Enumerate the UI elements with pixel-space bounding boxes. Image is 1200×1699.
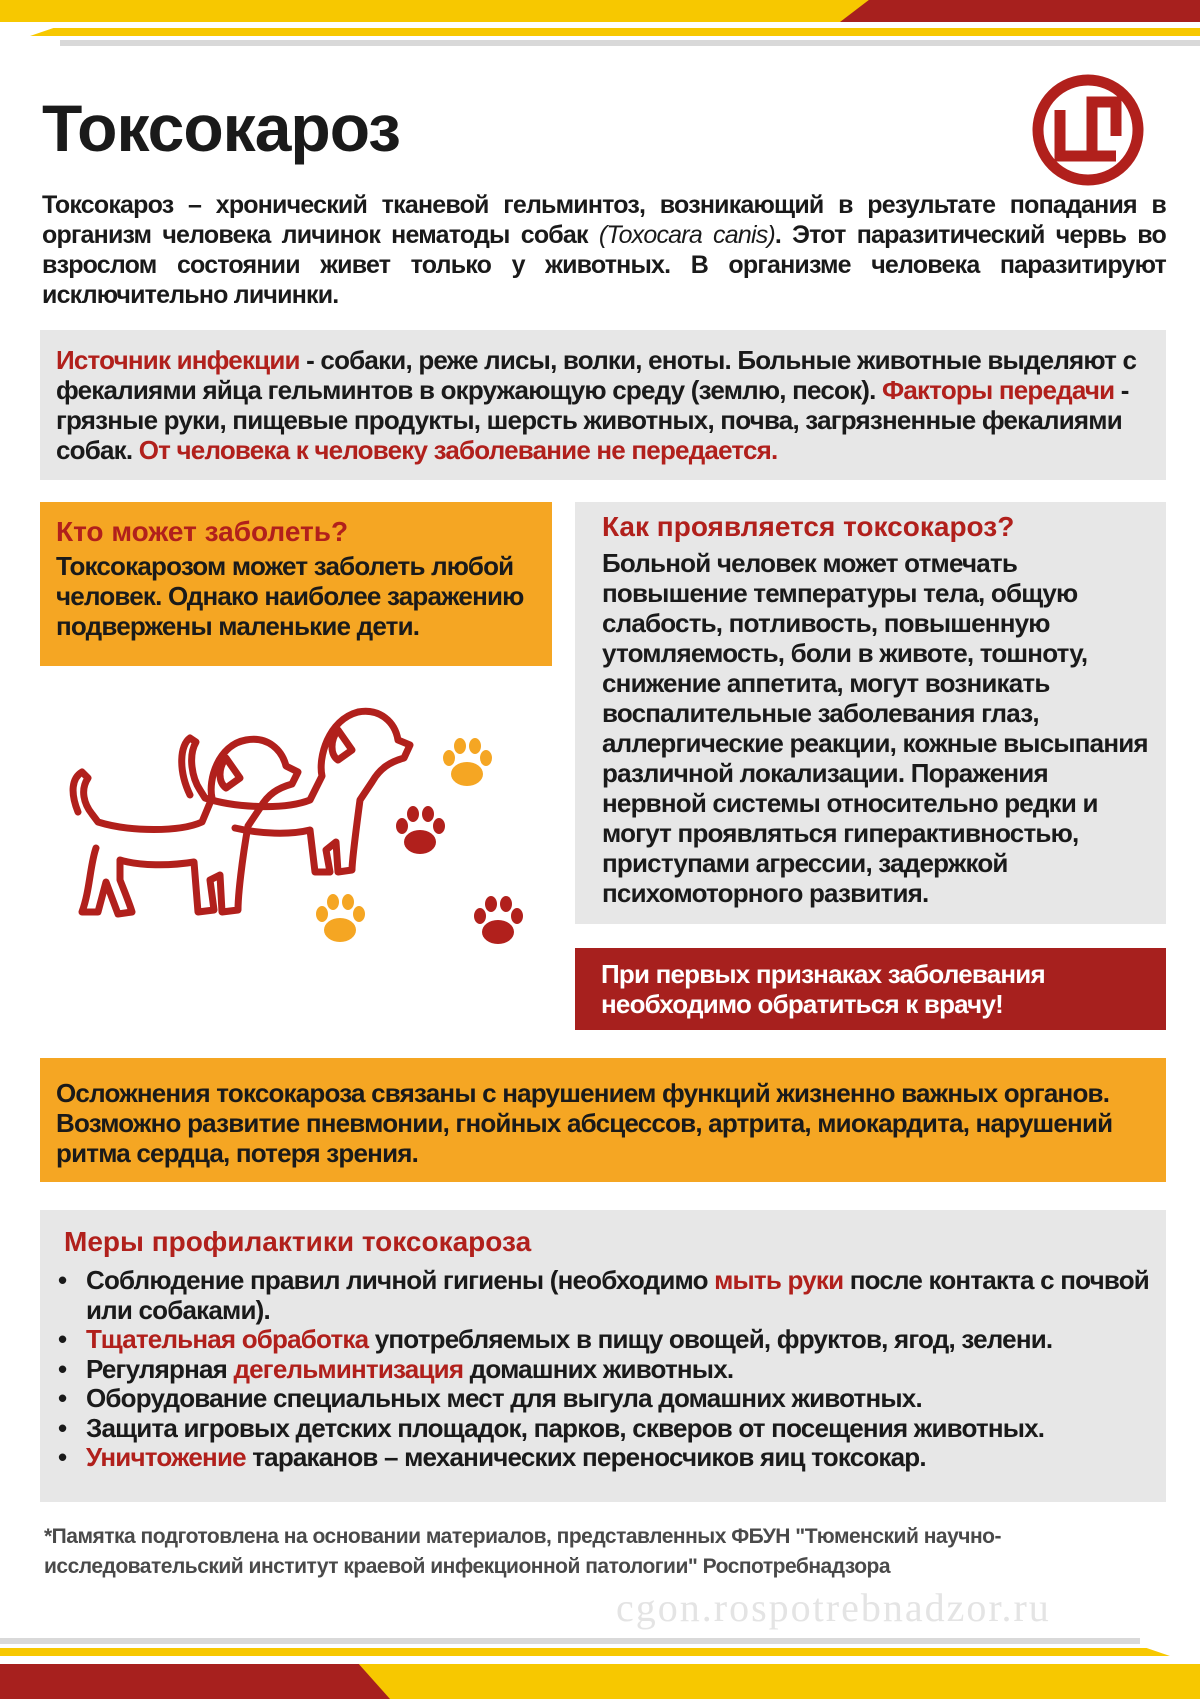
rospotrebnadzor-logo (1032, 74, 1144, 186)
prevention-item-highlight: Тщательная обработка (86, 1324, 369, 1354)
top-stripe-red (840, 0, 1200, 22)
prevention-item-highlight: мыть руки (714, 1265, 844, 1295)
prevention-item-text: тараканов – механических переносчиков яиц токсокар. (245, 1442, 926, 1472)
complications-text: Осложнения токсокароза связаны с нарушением функций жизненно важных органов. Возможно развитие пневмонии, гнойных абсцессов, артрита, миокардита, нарушений ритма сердца, потеря зрения. (56, 1078, 1113, 1168)
symptoms-text: Больной человек может отмечать повышение температуры тела, общую слабость, потливость, повышенную утомляемость, боли в животе, тошноту, снижение аппетита, могут возникать воспалительные заболевания глаз, аллергические реакции, кожные высыпания различной локализации. Поражения нервной системы относительно редки и могут проявляться гиперактивностью, приступами агрессии, задержкой психомоторного развития. (602, 548, 1148, 908)
bottom-stripe-yellow-thin (0, 1648, 1170, 1656)
prevention-item (44, 1414, 1154, 1444)
source-label: Источник инфекции (56, 345, 300, 375)
dog-back-icon (182, 711, 410, 872)
transmission-label: Факторы передачи (881, 375, 1115, 405)
intro-latin: (Toxocara canis) (598, 221, 775, 249)
prevention-item-text: Соблюдение правил личной гигиены (необходимо (86, 1265, 715, 1295)
top-stripe-yellow-thin (30, 28, 1200, 36)
source-text-1: - собаки, реже лисы, волки, еноты. Больные животные выделяют с фекалиями яйца гельминтов в окружающую среду (землю, песок). (56, 345, 1137, 405)
who-text: Токсокарозом может заболеть любой человек. Однако наиболее заражению подвержены маленькие дети. (56, 551, 524, 641)
prevention-item (44, 1266, 1154, 1325)
no-human-transmission: От человека к человеку заболевание не передается. (138, 435, 778, 465)
source-text-2: - грязные руки, пищевые продукты, шерсть животных, почва, загрязненные фекалиями собак. (56, 375, 1129, 465)
bottom-stripe-red (0, 1664, 390, 1699)
page-title: Токсокароз (42, 91, 400, 165)
prevention-item-text: Регулярная (86, 1353, 234, 1384)
prevention-list (44, 1266, 1154, 1473)
prevention-item (44, 1355, 1154, 1385)
prevention-heading: Меры профилактики токсокароза (64, 1226, 532, 1257)
intro-text-1: Токсокароз – хронический тканевой гельминтоз, возникающий в результате попадания в организм человека личинок нематоды собак (42, 191, 1166, 249)
prevention-item-text: употребляемых в пищу овощей, фруктов, ягод, зелени. (368, 1324, 1053, 1354)
footnote: *Памятка подготовлена на основании материалов, представленных ФБУН "Тюменский научно-исследовательский институт краевой инфекционной патологии" Роспотребнадзора (44, 1525, 1001, 1578)
prevention-item-highlight: дегельминтизация (233, 1353, 464, 1384)
watermark: cgon.rospotrebnadzor.ru (616, 1585, 1051, 1630)
bottom-stripe-grey (0, 1638, 1140, 1644)
paw-print-icon (474, 896, 523, 944)
doctor-notice: При первых признаках заболевания необходимо обратиться к врачу! (601, 959, 1045, 1019)
who-heading: Кто может заболеть? (56, 516, 349, 547)
paw-print-icon (316, 894, 365, 942)
dog-front-icon (73, 739, 298, 914)
symptoms-heading: Как проявляется токсокароз? (602, 511, 1015, 542)
prevention-item-text: после контакта с почвой или собаками). (86, 1265, 1149, 1325)
prevention-item (44, 1384, 1154, 1414)
paw-print-icon (396, 806, 445, 854)
dogs-illustration (60, 700, 560, 1000)
intro-text-2: . Этот паразитический червь во взрослом состоянии живет только у животных. В организме человека паразитируют исключительно личинки. (42, 221, 1166, 309)
paw-print-icon (443, 738, 492, 786)
prevention-item-text: Оборудование специальных мест для выгула домашних животных. (86, 1383, 922, 1413)
prevention-item-highlight: Уничтожение (86, 1442, 246, 1472)
prevention-item-text: домашних животных. (463, 1353, 734, 1384)
source-text (56, 345, 1154, 465)
intro-paragraph (42, 190, 1166, 310)
prevention-item-text: Защита игровых детских площадок, парков, скверов от посещения животных. (86, 1412, 1045, 1443)
prevention-item (44, 1325, 1154, 1355)
top-stripe-grey (60, 40, 1200, 46)
prevention-item (44, 1443, 1154, 1473)
